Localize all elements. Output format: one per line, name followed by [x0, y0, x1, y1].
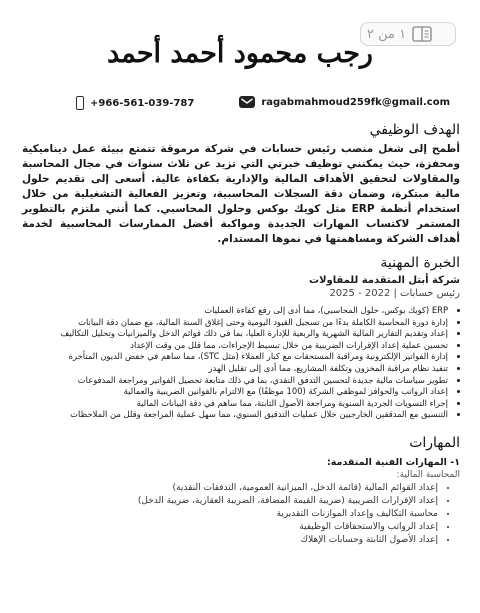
resume-body	[22, 122, 460, 547]
skill-item: • إعداد الإقرارات الضريبية (ضريبة القيمة المضافة، الضريبة العقارية، ضريبة الدخل)	[22, 495, 438, 508]
skills-list	[22, 482, 460, 547]
experience-title: الخبرة المهنية	[380, 255, 460, 271]
skills-title: المهارات	[409, 434, 460, 451]
job-role: رئيس حسابات | 2022 - 2025	[329, 288, 460, 299]
mail-icon	[239, 96, 255, 108]
duty-item: • إعداد الرواتب والحوافز لموظفي الشركة (100 موظفًا) مع الالتزام بالقوانين الضريبية والعمالية	[22, 386, 448, 398]
skills-subtitle: ١- المهارات الفنية المتقدمة:	[327, 456, 460, 468]
duty-item: • التنسيق مع المدققين الخارجيين خلال عمليات التدقيق السنوي، مما سهل عملية المراجعة وقلل من الملاحظات	[22, 409, 448, 421]
company-name: شركة أبتل المتقدمة للمقاولات	[309, 275, 460, 286]
duty-item: • تحسين عملية إعداد الإقرارات الضريبية من خلال تبسيط الإجراءات، مما قلل من وقت الإعداد	[22, 340, 448, 352]
duty-item: • تطوير سياسات مالية جديدة لتحسين التدفق النقدي، بما في ذلك متابعة تحصيل الفواتير ومراجعة المدفوعات	[22, 375, 448, 387]
email-text: ragabmahmoud259fk@gmail.com	[261, 96, 450, 108]
phone-icon	[76, 96, 84, 110]
duty-item: • ERP (كويك بوكس، حلول المحاسبي)، مما أدى إلى رفع كفاءة العمليات	[22, 305, 448, 317]
skill-item: • إعداد الرواتب والاستحقاقات الوظيفية	[22, 521, 438, 534]
duty-item: • إدارة الفواتير الإلكترونية ومراقبة المستحقات مع كبار العملاء (مثل STC)، مما ساهم في خفض الديون المتأخرة	[22, 351, 448, 363]
contact-bar	[0, 96, 480, 116]
duty-item: • إجراء التسويات الجردية السنوية ومراجعة الأصول الثابتة، مما ساهم في دقة البيانات المالية	[22, 398, 448, 410]
skill-item: • إعداد القوائم المالية (قائمة الدخل، الميزانية العمومية، التدفقات النقدية)	[22, 482, 438, 495]
skill-item: • محاسبة التكاليف وإعداد الموازنات التقديرية	[22, 508, 438, 521]
phone-text: +966-561-039-787	[90, 97, 195, 109]
page-indicator-text: ١ من ٢	[367, 26, 407, 42]
duty-item: • إدارة دورة المحاسبة الكاملة بدءًا من تسجيل القيود اليومية وحتى إغلاق السنة المالية، مع ضمان دقة البيانات	[22, 317, 448, 329]
objective-text: أطمح إلى شغل منصب رئيس حسابات في شركة مرموقة تتمتع ببيئة عمل ديناميكية ومحفزة، حيث يمكنني توظيف خبرتي التي تزيد عن ثلاث سنوات في مجال المحاسبة والمقاولات لتحقيق الأهداف المالية والإدارية بكفاءة عالية. أسعى إلى تقديم حلول مالية مبتكرة، وضمان دقة السجلات المحاسبية، وتعزيز الفعالية التشغيلية من خلال استخدام أنظمة ERP مثل كويك بوكس وحلول المحاسبي. كما أنني ملتزم بالتطوير المستمر لاكتساب المهارات الجديدة ومواكبة أفضل الممارسات المحاسبية لخدمة أهداف الشركة ومساهمتها في نموها المستدام.	[22, 143, 460, 245]
skills-category: المحاسبة المالية:	[396, 469, 460, 480]
candidate-name: رجب محمود أحمد أحمد	[107, 38, 373, 69]
objective-title: الهدف الوظيفي	[369, 122, 460, 138]
skill-item: • إعداد الأصول الثابتة وحسابات الإهلاك	[22, 534, 438, 547]
duty-item: • تنفيذ نظام مراقبة المخزون وتكلفة المشاريع، مما أدى إلى تقليل الهدر	[22, 363, 448, 375]
duty-item: • إعداد وتقديم التقارير المالية الشهرية والربعية للإدارة العليا، بما في ذلك قوائم الدخل والميزانيات وتحليل التكاليف	[22, 328, 448, 340]
duties-list	[22, 305, 460, 421]
phone-contact[interactable]	[76, 96, 194, 110]
email-contact[interactable]	[239, 96, 450, 108]
